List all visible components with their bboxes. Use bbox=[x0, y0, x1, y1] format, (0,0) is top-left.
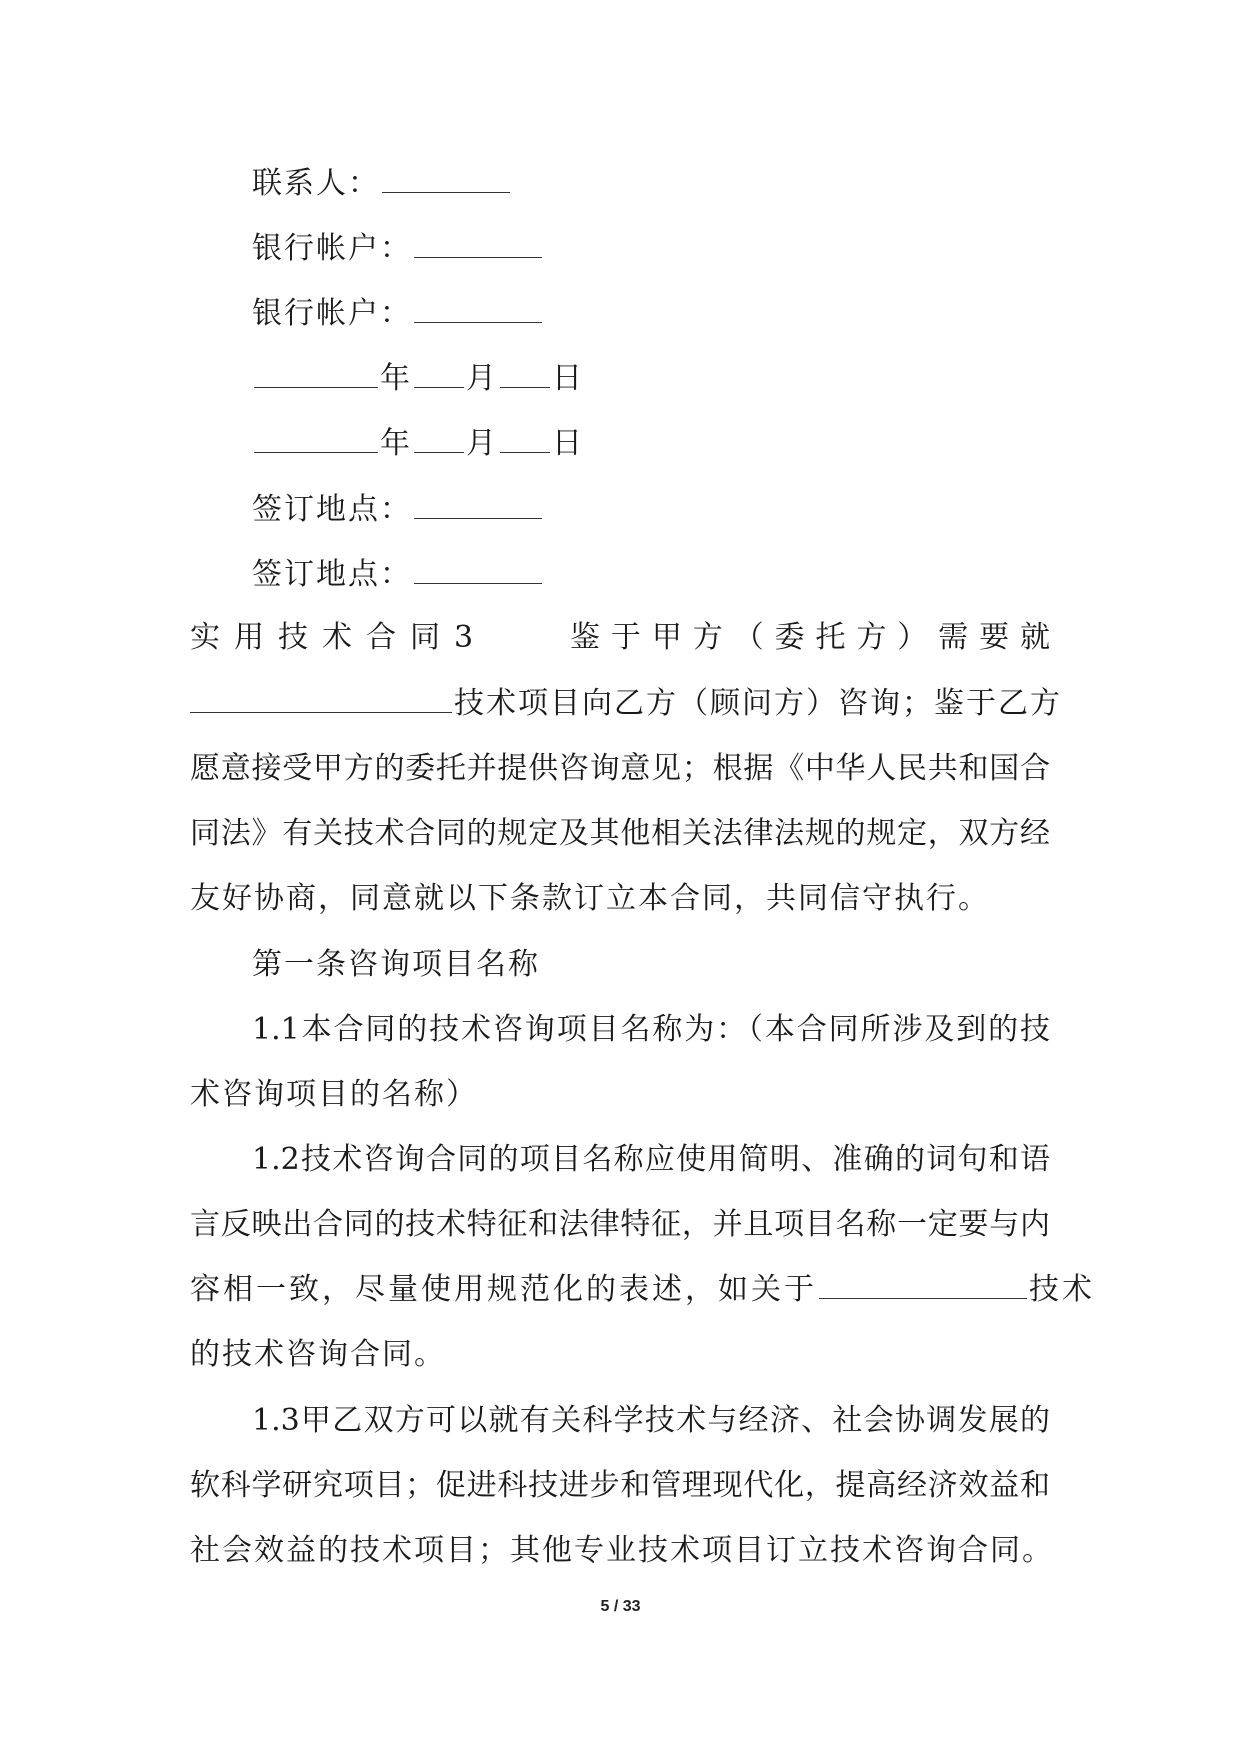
intro-char: 需 bbox=[938, 620, 969, 655]
sign-place-blank bbox=[414, 561, 542, 584]
sign-place-line-2 bbox=[252, 555, 544, 595]
intro-line-3: 愿意接受甲方的委托并提供咨询意见；根据《中华人民共和国合 bbox=[190, 751, 1050, 786]
clause-1-2-line-3 bbox=[190, 1270, 1095, 1310]
month-label: 月 bbox=[466, 426, 498, 461]
bank-account-label: 银行帐户： bbox=[252, 296, 412, 331]
intro-line-2-text: 技术项目向乙方（顾问方）咨询；鉴于乙方 bbox=[454, 686, 1062, 721]
day-blank bbox=[500, 430, 550, 453]
month-label: 月 bbox=[466, 361, 498, 396]
month-blank bbox=[414, 430, 464, 453]
intro-char: （ bbox=[733, 620, 764, 655]
clause-1-1-line-2: 术咨询项目的名称） bbox=[190, 1077, 478, 1112]
bank-account-line-2 bbox=[252, 294, 544, 334]
intro-char: 鉴 bbox=[570, 620, 600, 655]
intro-char: 方 bbox=[692, 620, 723, 655]
clause-1-2-line-1: 1.2技术咨询合同的项目名称应使用简明、准确的词句和语 bbox=[252, 1142, 1050, 1177]
clause-1-3-line-2: 软科学研究项目；促进科技进步和管理现代化，提高经济效益和 bbox=[190, 1468, 1050, 1503]
intro-char: 委 bbox=[774, 620, 805, 655]
sign-place-line-1 bbox=[252, 490, 544, 530]
intro-char: 要 bbox=[979, 620, 1010, 655]
sign-place-label: 签订地点： bbox=[252, 492, 412, 527]
bank-account-blank bbox=[414, 235, 542, 258]
contract-intro-start bbox=[570, 618, 1050, 658]
year-label: 年 bbox=[380, 361, 412, 396]
bank-account-label: 银行帐户： bbox=[252, 231, 412, 266]
tech-name-blank bbox=[819, 1276, 1027, 1299]
contract-title: 实用技术合同3 bbox=[190, 620, 488, 655]
clause-1-3-line-1: 1.3甲乙双方可以就有关科学技术与经济、社会协调发展的 bbox=[252, 1403, 1050, 1438]
intro-char: 就 bbox=[1019, 620, 1050, 655]
intro-char: 甲 bbox=[651, 620, 682, 655]
contact-person-label: 联系人： bbox=[252, 166, 380, 201]
project-name-blank bbox=[190, 690, 452, 713]
day-label: 日 bbox=[552, 361, 584, 396]
intro-line-2 bbox=[190, 684, 1062, 724]
day-blank bbox=[500, 365, 550, 388]
article-1-heading: 第一条咨询项目名称 bbox=[252, 947, 540, 982]
date-line-2 bbox=[252, 424, 584, 464]
year-label: 年 bbox=[380, 426, 412, 461]
sign-place-label: 签订地点： bbox=[252, 557, 412, 592]
intro-char: 方 bbox=[856, 620, 887, 655]
clause-1-2-line-3-text: 容相一致，尽量使用规范化的表述，如关于 bbox=[190, 1272, 817, 1307]
intro-char: 托 bbox=[815, 620, 846, 655]
month-blank bbox=[414, 365, 464, 388]
clause-1-2-line-4: 的技术咨询合同。 bbox=[190, 1337, 446, 1372]
intro-line-5: 友好协商，同意就以下条款订立本合同，共同信守执行。 bbox=[190, 881, 990, 916]
page-number: 5 / 33 bbox=[600, 1598, 641, 1615]
contact-person-blank bbox=[382, 170, 510, 193]
contract-title-row bbox=[190, 618, 1050, 658]
clause-1-3-line-3: 社会效益的技术项目；其他专业技术项目订立技术咨询合同。 bbox=[190, 1533, 1054, 1568]
contact-person-line bbox=[252, 164, 512, 204]
clause-1-2-line-2: 言反映出合同的技术特征和法律特征，并且项目名称一定要与内 bbox=[190, 1207, 1050, 1242]
sign-place-blank bbox=[414, 496, 542, 519]
clause-1-2-line-3-tail: 技术 bbox=[1029, 1272, 1095, 1307]
date-line-1 bbox=[252, 359, 584, 399]
day-label: 日 bbox=[552, 426, 584, 461]
intro-line-4: 同法》有关技术合同的规定及其他相关法律法规的规定，双方经 bbox=[190, 816, 1050, 851]
intro-char: ） bbox=[897, 620, 928, 655]
clause-1-1-line-1: 1.1本合同的技术咨询项目名称为：（本合同所涉及到的技 bbox=[252, 1012, 1050, 1047]
bank-account-line-1 bbox=[252, 229, 544, 269]
bank-account-blank bbox=[414, 300, 542, 323]
year-blank bbox=[254, 430, 378, 453]
year-blank bbox=[254, 365, 378, 388]
intro-char: 于 bbox=[610, 620, 641, 655]
